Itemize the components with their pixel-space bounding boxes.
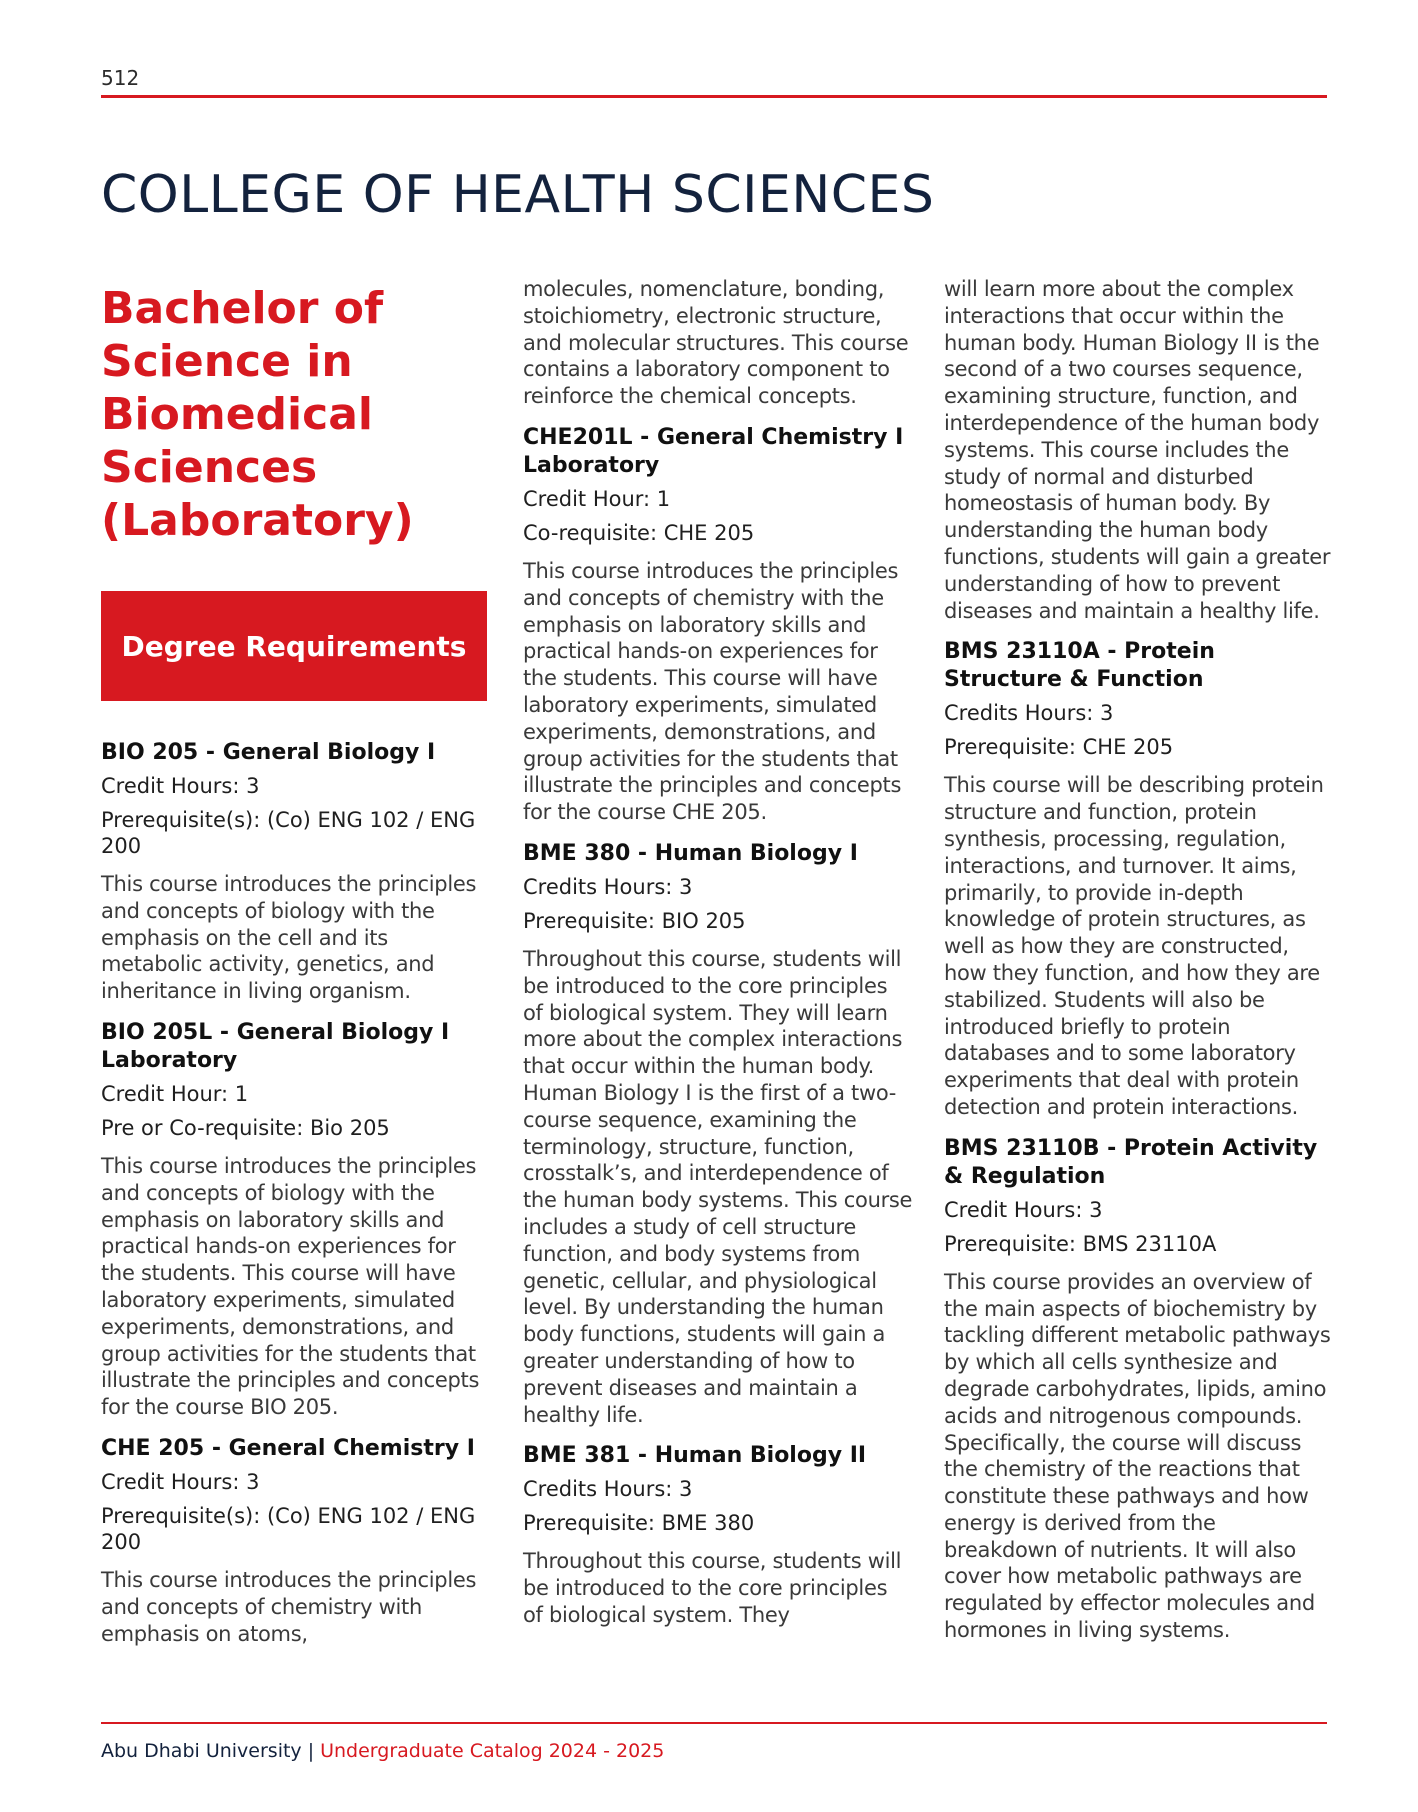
course-description: This course introduces the principles and concepts of biology with the emphasis on the cell and its metabolic activity, genetics, and inheritance in living organism. bbox=[101, 872, 477, 1004]
course-description: This course will be describing protein structure and function, protein synthesis, processing, regulation, interactions, and turnover. It aims, primarily, to provide in-depth knowledge of protein structures, as well as how they are constructed, how they function, and how they are stabilized. Students will also be introduced briefly to protein databases and to some laboratory experiments that deal with protein detection and protein interactions. bbox=[944, 773, 1324, 1119]
course-title: BME 380 - Human Biology I bbox=[523, 840, 858, 866]
college-title: COLLEGE OF HEALTH SCIENCES bbox=[101, 165, 935, 225]
course-title: BMS 23110B - Protein Activity & Regulation bbox=[944, 1135, 1318, 1189]
course-prerequisite: Pre or Co-requisite: Bio 205 bbox=[101, 1115, 390, 1140]
course-title: BME 381 - Human Biology II bbox=[523, 1443, 867, 1469]
course-description: Throughout this course, students will be introduced to the core principles of biological system. They bbox=[523, 1549, 902, 1627]
course-description: This course provides an overview of the main aspects of biochemistry by tackling different metabolic pathways by which all cells synthesize and degrade carbohydrates, lipids, amino acids and nitrogenous compounds. Specifically, the course will discuss the chemistry of the reactions that constitute these pathways and how energy is derived from the breakdown of nutrients. It will also cover how metabolic pathways are regulated by effector molecules and hormones in living systems. bbox=[944, 1269, 1331, 1643]
column-3 bbox=[944, 276, 1334, 1658]
course-credits: Credits Hours: 3 bbox=[523, 874, 693, 899]
course-bms-23110b bbox=[944, 1135, 1334, 1644]
program-title: Bachelor of Science in Biomedical Sciences (Laboratory) bbox=[101, 283, 414, 546]
column-1 bbox=[101, 276, 491, 1661]
course-prerequisite: Prerequisite: BMS 23110A bbox=[944, 1231, 1217, 1256]
degree-requirements-label: Degree Requirements bbox=[121, 629, 467, 663]
page-number: 512 bbox=[101, 66, 140, 90]
course-credits: Credit Hours: 3 bbox=[944, 1197, 1103, 1222]
footer bbox=[101, 1740, 664, 1762]
course-che-201l bbox=[523, 424, 913, 826]
course-bme-380 bbox=[523, 840, 913, 1428]
course-description-continued: molecules, nomenclature, bonding, stoichiometry, electronic structure, and molecular structures. This course contains a laboratory component to reinforce the chemical concepts. bbox=[523, 277, 909, 409]
footer-catalog: Undergraduate Catalog 2024 - 2025 bbox=[320, 1740, 665, 1762]
course-description: Throughout this course, students will be introduced to the core principles of biological system. They will learn more about the complex interactions that occur within the human body. Human Biology I is the first of a two-course sequence, examining the terminology, structure, function, crosstalk’s, and interdependence of the human body systems. This course includes a study of cell structure function, and body systems from genetic, cellular, and physiological level. By understanding the human body functions, students will gain a greater understanding of how to prevent diseases and maintain a healthy life. bbox=[523, 946, 913, 1427]
course-credits: Credits Hours: 3 bbox=[523, 1477, 693, 1502]
course-bio-205 bbox=[101, 739, 491, 1005]
course-prerequisite: Prerequisite(s): (Co) ENG 102 / ENG 200 bbox=[101, 808, 476, 858]
course-title: CHE 205 - General Chemistry I bbox=[101, 1435, 475, 1461]
course-title: BIO 205 - General Biology I bbox=[101, 740, 436, 765]
course-description: This course introduces the principles and concepts of chemistry with emphasis on atoms, bbox=[101, 1567, 477, 1646]
column-2 bbox=[523, 276, 913, 1643]
course-credits: Credit Hours: 3 bbox=[101, 1469, 260, 1494]
course-credits: Credits Hours: 3 bbox=[944, 701, 1114, 726]
footer-separator: | bbox=[307, 1740, 315, 1762]
course-prerequisite: Prerequisite(s): (Co) ENG 102 / ENG 200 bbox=[101, 1503, 476, 1554]
course-credits: Credit Hour: 1 bbox=[523, 486, 671, 511]
course-credits: Credit Hour: 1 bbox=[101, 1081, 249, 1106]
course-title: BMS 23110A - Protein Structure & Function bbox=[944, 639, 1215, 693]
footer-rule bbox=[101, 1722, 1327, 1724]
course-description: This course introduces the principles and concepts of chemistry with the emphasis on laboratory skills and practical hands-on experiences for the students. This course will have laboratory experiments, simulated experiments, demonstrations, and group activities for the students that illustrate the principles and concepts for the course CHE 205. bbox=[523, 558, 902, 825]
course-bms-23110a bbox=[944, 638, 1334, 1120]
course-che-205 bbox=[101, 1435, 491, 1647]
course-credits: Credit Hours: 3 bbox=[101, 774, 260, 798]
course-bio-205l bbox=[101, 1019, 491, 1421]
course-title: CHE201L - General Chemistry I Laboratory bbox=[523, 424, 904, 478]
course-description: This course introduces the principles and concepts of biology with the emphasis on laboratory skills and practical hands-on experiences for the students. This course will have laboratory experiments, simulated experiments, demonstrations, and group activities for the students that illustrate the principles and concepts for the course BIO 205. bbox=[101, 1153, 480, 1420]
footer-university: Abu Dhabi University bbox=[101, 1740, 302, 1762]
course-title: BIO 205L - General Biology I Laboratory bbox=[101, 1019, 450, 1073]
course-description-continued: will learn more about the complex interactions that occur within the human body. Human Biology II is the second of a two courses sequence, examining structure, function, and interdependence of the human body systems. This course includes the study of normal and disturbed homeostasis of human body. By understanding the human body functions, students will gain a greater understanding of how to prevent diseases and maintain a healthy life. bbox=[944, 277, 1331, 623]
header-rule bbox=[101, 95, 1327, 98]
degree-requirements-banner bbox=[101, 591, 487, 701]
course-bme-381 bbox=[523, 1442, 913, 1628]
course-prerequisite: Prerequisite: BME 380 bbox=[523, 1511, 755, 1536]
course-prerequisite: Prerequisite: CHE 205 bbox=[944, 735, 1174, 760]
course-prerequisite: Prerequisite: BIO 205 bbox=[523, 908, 746, 933]
course-prerequisite: Co-requisite: CHE 205 bbox=[523, 520, 755, 545]
